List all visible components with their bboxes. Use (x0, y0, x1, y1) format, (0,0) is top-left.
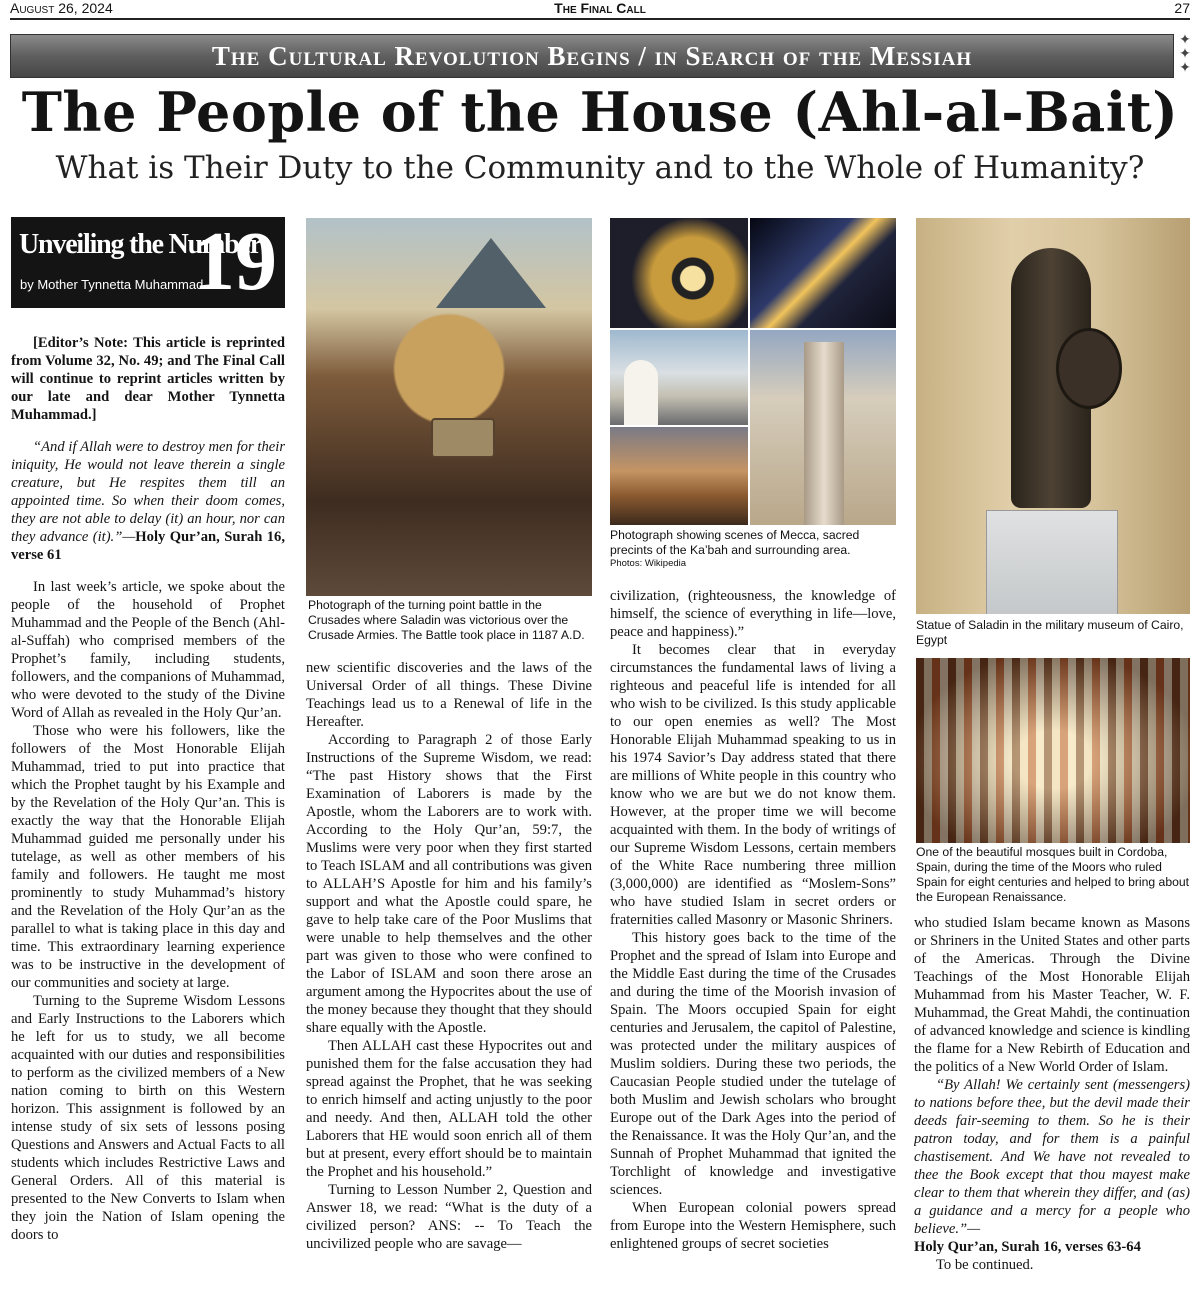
column-logo-title: Unveiling the Number (19, 229, 262, 260)
column-logo-byline: by Mother Tynnetta Muhammad (20, 277, 204, 292)
section-banner: The Cultural Revolution Begins / in Search of the Messiah (10, 34, 1174, 78)
paragraph: Turning to Lesson Number 2, Question and Answer 18, we read: “What is the duty of a civilized person? ANS: -- To Teach the uncivilized people who are savage— (306, 1182, 592, 1252)
paragraph: This history goes back to the time of the Prophet and the spread of Islam into Europe and the Middle East during the time of the Crusades and during the time of the Moorish invasion of Spain. The Moors occupied Spain for eight centuries and Jerusalem, the capitol of Palestine, was protected under the military auspices of Muslim soldiers. During these two periods, the Caucasian People studied under the tutelage of both Muslim and Jewish scholars who brought Europe out of the Dark Ages into the period of the Renaissance. It was the Holy Qur’an, and the Sunnah of Prophet Muhammad that ignited the Torchlight of knowledge and investigative sciences. (610, 930, 896, 1198)
editor-note: [Editor’s Note: This article is reprinted from Volume 32, No. 49; and The Final Call will continue to reprint articles written by our late and dear Mother Tynnetta Muhammad.] (11, 335, 285, 423)
article-column-3 (610, 587, 896, 1296)
tower-shape (431, 418, 495, 458)
mecca-street-photo (610, 427, 748, 525)
shield-shape (1056, 328, 1122, 409)
mountain-shape (436, 238, 546, 308)
saladin-photo-caption: Statue of Saladin in the military museum of Cairo, Egypt (916, 618, 1184, 647)
headline: The People of the House (Ahl-al-Bait) (21, 80, 1179, 144)
opening-quote-source: Holy Qur’an, Surah 16, verse 61 (11, 529, 285, 563)
paragraph: who studied Islam became known as Masons or Shriners in the United States and other parts of the Americas. Through the Divine Teachings of the Most Honorable Elijah Muhammad from his Master Teacher, W. F. Muhammad, the Great Mahdi, the continuation of advanced knowledge and science is kindling the flame for a New Rebirth of Education and the politics of a New World Order of Islam. (914, 915, 1190, 1075)
battle-photo-caption: Photograph of the turning point battle in the Crusades where Saladin was victorious over the Crusade Armies. The Battle took place in 1187 A.D. (308, 598, 585, 642)
newspaper-name: The Final Call (554, 0, 646, 16)
column-logo-number: 19 (193, 217, 277, 308)
mosque-photo-caption: One of the beautiful mosques built in Cordoba, Spain, during the time of the Moors who ruled Spain for eight centuries and helped to bring about the European Renaissance. (916, 845, 1190, 904)
pilgrim-figure (624, 360, 658, 425)
column-logo (11, 217, 285, 308)
opening-quote-text: “And if Allah were to destroy men for their iniquity, He would not leave therein a single creature, but He respites them till an appointed time. So when their doom comes, they are not able to delay (it) an hour, nor can they advance (it).”— (11, 439, 285, 545)
mecca-caption-text: Photograph showing scenes of Mecca, sacred precints of the Ka’bah and surrounding area. (610, 528, 860, 557)
ornament-icon: ✦ ✦ ✦ (1179, 33, 1191, 76)
cordoba-mosque-photo (916, 658, 1190, 843)
issue-date: August 26, 2024 (10, 0, 113, 16)
paragraph: Those who were his followers, like the followers of the Most Honorable Elijah Muhammad, tried to put into practice that which the Prophet taught by his Example and by the Revelation of the Holy Qur’an. This is exactly the way that the Honorable Elijah Muhammad guided me personally under his tutelage, as well as other members of his family and followers. He taught me most prominently to study Muhammad’s history and the Revelation of the Holy Qur’an as the parallel to what is taking place in this day and time. This extraordinary learning experience was to be instructive in the development of our communities and society at large. (11, 723, 285, 991)
clock-tower-shape (804, 342, 844, 525)
mecca-clock-tower-photo (750, 330, 896, 525)
opening-quote (11, 438, 285, 564)
paragraph: When European colonial powers spread from Europe into the Western Hemisphere, such enlightened groups of secret societies (610, 1200, 896, 1252)
paragraph: new scientific discoveries and the laws of the Universal Order of all things. These Divine Teachings lead us to a Renewal of life in the Hereafter. (306, 660, 592, 730)
photo-credit: Photos: Wikipedia (610, 558, 687, 569)
paragraph: civilization, (righteousness, the knowledge of himself, the science of everything in life—love, peace and happiness).” (610, 588, 896, 640)
mecca-photo-caption (610, 528, 896, 569)
paragraph: According to Paragraph 2 of those Early Instructions of the Supreme Wisdom, we read: “The past History shows that the First Examination of Laborers is made by the Apostle, whom the Laborers are to work with. According to the Holy Qur’an, 59:7, the Muslims were very poor when they first started to Teach ISLAM and all contributions was given to ALLAH’S Apostle for him and his family’s support and what the Apostle could spare, he gave to help take care of the Poor Muslims that were unable to help themselves and the other part was given to those who were confined to the Labor of ISLAM and soon there arose an argument among the Hypocrites about the use of the money because they thought that they should share equally with the Apostle. (306, 732, 592, 1036)
statue-pedestal (986, 510, 1118, 614)
subheadline: What is Their Duty to the Community and to the Whole of Humanity? (55, 150, 1145, 186)
closing-quote-source: Holy Qur’an, Surah 16, verses 63-64 (914, 1239, 1141, 1255)
mecca-night-aerial-photo (750, 218, 896, 328)
article-column-2 (306, 659, 592, 1296)
paragraph: In last week’s article, we spoke about the people of the household of Prophet Muhammad and the People of the Bench (Ahl-al-Suffah) who comprised members of the Prophet’s family, including students, followers, and the companions of Muhammad, who were devoted to the study of the Divine Word of Allah as revealed in the Holy Qur’an. (11, 579, 285, 721)
page-header (10, 0, 1190, 20)
article-column-4 (914, 914, 1190, 1296)
paragraph: Turning to the Supreme Wisdom Lessons and Early Instructions to the Laborers which he left for us to study, we all become acquainted with our duties and responsibilities to perform as the civilized members of a New nation coming to birth on this Western horizon. This assignment is followed by an intense study of six sets of lessons posing Questions and Answers and Actual Facts to all students which includes Restrictive Laws and General Orders. All of this material is presented to the New Converts to Islam when they join the Nation of Islam opening the doors to (11, 993, 285, 1243)
article-column-1 (11, 334, 285, 1296)
to-be-continued: To be continued. (936, 1257, 1034, 1273)
crusade-battle-photo (306, 218, 592, 596)
closing-quote: “By Allah! We certainly sent (messengers) to nations before thee, but the devil made their deeds fair-seeming to them. So he is their patron today, and for them is a painful chastisement. And We have not revealed to thee the Book except that thou mayest make clear to them that wherein they differ, and (as) a guidance and a mercy for a people who believe.”— (914, 1077, 1190, 1237)
mecca-kaaba-photo (610, 218, 748, 328)
mecca-pilgrim-photo (610, 330, 748, 425)
paragraph: It becomes clear that in everyday circumstances the fundamental laws of living a righteous and peaceful life is intended for all who wish to be civilized. Is this study applicable to our open enemies as well? The Most Honorable Elijah Muhammad speaking to us in his 1974 Savior’s Day address stated that there are millions of White people in this country who know who we are but we do not know them. However, at the proper time we will become acquainted with them. In the body of writings of our Supreme Wisdom Lessons, certain members of the White Race numbering three million (3,000,000) are identified as “Moslem-Sons” who have studied Islam in secret orders or fraternities called Masonry or Masonic Shriners. (610, 642, 896, 928)
saladin-statue-photo (916, 218, 1190, 614)
page-number: 27 (1174, 0, 1190, 16)
paragraph: Then ALLAH cast these Hypocrites out and punished them for the false accusation they had spread against the Prophet, that he was seeking to enrich himself and acting unjustly to the poor and needy. And then, ALLAH told the other Laborers that HE would soon enrich all of them but at present, every effort should be to maintain the Prophet and his household.” (306, 1038, 592, 1180)
